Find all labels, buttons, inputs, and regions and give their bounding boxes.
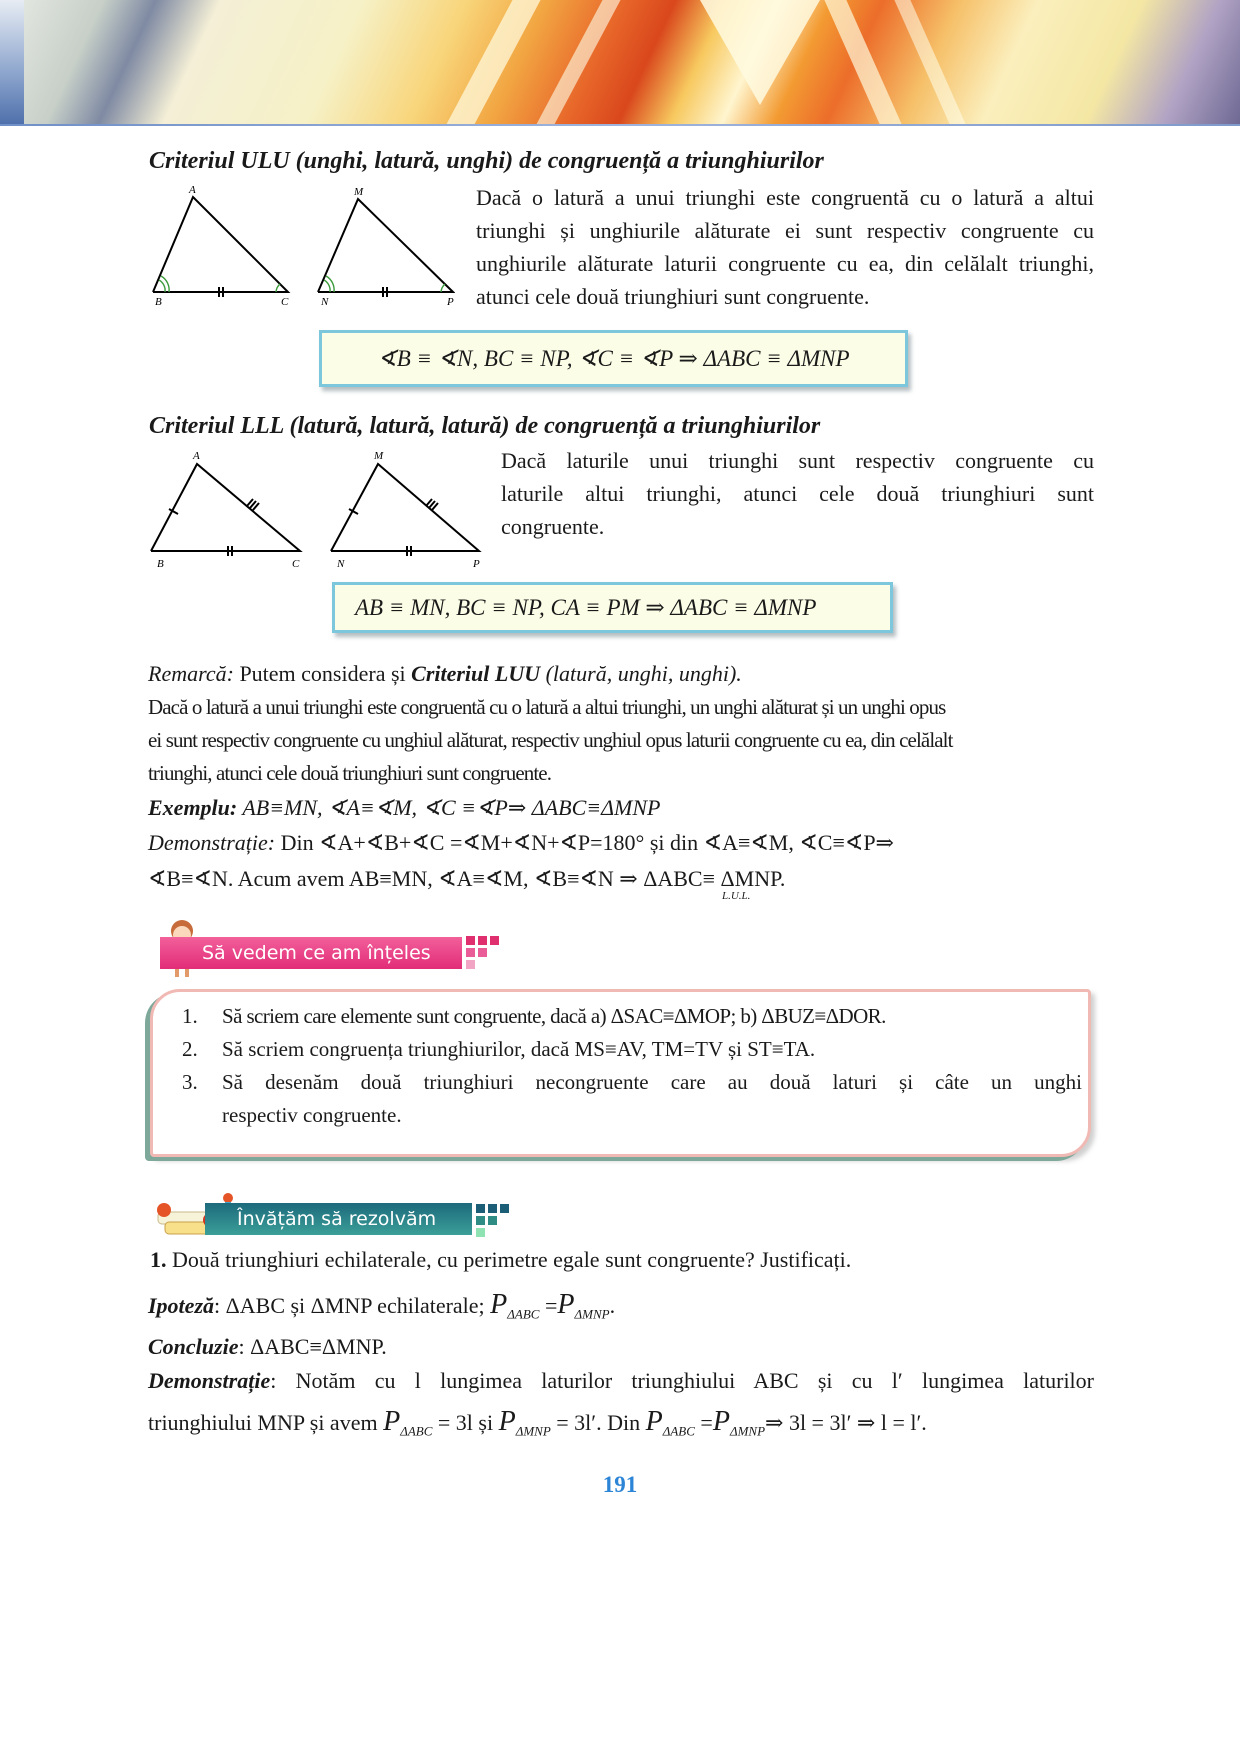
svg-text:M: M bbox=[374, 450, 384, 462]
decor-square bbox=[488, 1216, 497, 1225]
decor-square bbox=[478, 948, 487, 957]
solve-demo-label: Demonstrație bbox=[148, 1368, 271, 1393]
svg-text:A: A bbox=[193, 450, 200, 462]
ulu-description bbox=[476, 181, 1094, 313]
text-line: Dacă o latură a unui triunghi este congruentă cu o latură a altui triunghi, un unghi alăturat și un unghi opus bbox=[148, 695, 946, 719]
text-line: congruente. bbox=[501, 514, 605, 539]
svg-text:N: N bbox=[321, 296, 329, 308]
solve-demo-text: = 3l′. Din bbox=[550, 1410, 646, 1435]
demo-text: Din ∢A+∢B+∢C =∢M+∢N+∢P=180° și din ∢A≡∢M, ∢C≡∢P⇒ bbox=[275, 830, 894, 855]
perimeter-subscript: ΔMNP bbox=[574, 1306, 610, 1322]
text-line: unghiurile alăturate laturii congruente cu ea, din celălalt triunghi, bbox=[476, 251, 1094, 276]
exercise-text: Să scriem congruența triunghiurilor, dacă MS≡AV, TM=TV și ST≡TA. bbox=[222, 1037, 816, 1061]
decor-square bbox=[500, 1204, 509, 1213]
lll-description bbox=[501, 444, 1094, 543]
svg-text:B: B bbox=[157, 558, 164, 570]
understood-header bbox=[160, 937, 462, 969]
decor-square bbox=[476, 1216, 485, 1225]
lll-formula-box bbox=[332, 582, 893, 633]
banner-left-bar bbox=[0, 0, 24, 126]
example-formula: AB≡MN, ∢A≡∢M, ∢C ≡∢P⇒ ΔABC≡ΔMNP bbox=[237, 795, 661, 820]
exercises-list bbox=[182, 1000, 1082, 1132]
conclusion-text: : ΔABC≡ΔMNP. bbox=[238, 1334, 387, 1359]
lll-formula: AB ≡ MN, BC ≡ NP, CA ≡ PM ⇒ ΔABC ≡ ΔMNP bbox=[355, 594, 817, 620]
decor-square bbox=[478, 936, 487, 945]
hypothesis-text: : ΔABC și ΔMNP echilaterale; bbox=[214, 1293, 491, 1318]
exercise-number: 3. bbox=[182, 1070, 198, 1094]
perimeter-symbol: P bbox=[557, 1289, 575, 1320]
remark-criterion: Criteriul LUU bbox=[411, 661, 541, 686]
solve-demo-line1 bbox=[148, 1364, 1094, 1398]
text-line: triunghi și unghiurile alăturate ei sunt respectiv congruente cu bbox=[476, 218, 1094, 243]
understood-header-label: Să vedem ce am înțeles bbox=[202, 942, 431, 964]
text-line: laturile altui triunghi, atunci cele două triunghiuri sunt bbox=[501, 481, 1094, 506]
decor-square bbox=[488, 1204, 497, 1213]
perimeter-subscript: ΔABC bbox=[400, 1423, 433, 1439]
exercise-text: respectiv congruente. bbox=[222, 1103, 402, 1127]
exercise-item bbox=[182, 1033, 1082, 1066]
svg-text:P: P bbox=[447, 296, 454, 308]
conclusion-line bbox=[148, 1330, 387, 1364]
decor-square bbox=[466, 936, 475, 945]
text-line: Dacă o latură a unui triunghi este congruentă cu o latură a altui bbox=[476, 185, 1094, 210]
decor-square bbox=[476, 1228, 485, 1237]
decor-square bbox=[466, 948, 475, 957]
perimeter-symbol: P bbox=[645, 1406, 663, 1437]
perimeter-subscript: ΔMNP bbox=[729, 1423, 766, 1439]
ulu-triangles-figure bbox=[145, 185, 455, 310]
svg-text:M: M bbox=[354, 186, 364, 198]
exercise-item bbox=[182, 1066, 1082, 1099]
banner-stripe bbox=[417, 0, 551, 126]
solve-header-label: Învățăm să rezolvăm bbox=[237, 1208, 437, 1230]
svg-text:C: C bbox=[292, 558, 300, 570]
solve-problem bbox=[150, 1243, 851, 1277]
solve-demo-text: : Notăm cu l lungimea laturilor triunghiului ABC și cu l′ lungimea laturilor bbox=[270, 1368, 1094, 1393]
exercise-text: Să desenăm două triunghiuri necongruente care au două laturi și câte un unghi bbox=[222, 1070, 1082, 1094]
problem-number: 1. bbox=[150, 1247, 167, 1272]
perimeter-subscript: ΔABC bbox=[507, 1306, 540, 1322]
vertex-label: A bbox=[189, 185, 196, 196]
perimeter-subscript: ΔMNP bbox=[515, 1423, 551, 1439]
solve-demo-text: = 3l și bbox=[432, 1410, 499, 1435]
svg-text:B: B bbox=[155, 296, 162, 308]
solve-demo-text: ⇒ 3l = 3l′ ⇒ l = l′. bbox=[765, 1410, 927, 1435]
ulu-formula: ∢B ≡ ∢N, BC ≡ NP, ∢C ≡ ∢P ⇒ ΔABC ≡ ΔMNP bbox=[377, 345, 850, 371]
perimeter-symbol: P bbox=[383, 1406, 401, 1437]
example-line bbox=[148, 791, 660, 825]
banner-stripe bbox=[885, 0, 990, 126]
text-line: atunci cele două triunghiuri sunt congruente. bbox=[476, 284, 870, 309]
perimeter-symbol: P bbox=[712, 1406, 730, 1437]
remark-line bbox=[148, 657, 742, 691]
perimeter-subscript: ΔABC bbox=[662, 1423, 695, 1439]
exercise-text: Să scriem care elemente sunt congruente, dacă a) ΔSAC≡ΔMOP; b) ΔBUZ≡ΔDOR. bbox=[222, 1004, 886, 1028]
demo-label: Demonstrație: bbox=[148, 830, 276, 855]
exercise-item bbox=[182, 1000, 1082, 1033]
lll-triangles-figure bbox=[145, 447, 485, 572]
text-line: triunghi, atunci cele două triunghiuri sunt congruente. bbox=[148, 761, 552, 785]
solve-demo-text: triunghiului MNP și avem bbox=[148, 1410, 384, 1435]
hypothesis-line: Ipoteză: ΔABC și ΔMNP echilaterale; $P_{\Delta ABC} =P_{\Delta MNP}$. bbox=[148, 1289, 616, 1322]
conclusion-label: Concluzie bbox=[148, 1334, 239, 1359]
remark-criterion-desc: (latură, unghi, unghi). bbox=[540, 661, 742, 686]
exercise-number: 1. bbox=[182, 1004, 198, 1028]
hypothesis-label: Ipoteză bbox=[148, 1293, 214, 1318]
demo-text: ∢B≡∢N. Acum avem AB≡MN, ∢A≡∢M, ∢B≡∢N ⇒ ΔABC≡ ΔMNP. bbox=[148, 866, 786, 891]
ulu-title: Criteriul ULU (unghi, latură, unghi) de congruență a triunghiurilor bbox=[149, 148, 824, 174]
problem-text: Două triunghiuri echilaterale, cu perimetre egale sunt congruente? Justificați. bbox=[166, 1247, 852, 1272]
remark-intro: Putem considera și bbox=[233, 661, 412, 686]
remark-text bbox=[148, 691, 1094, 790]
remark-label: Remarcă: bbox=[148, 661, 234, 686]
banner-bottom-line bbox=[0, 124, 1240, 126]
text-line: Dacă laturile unui triunghi sunt respectiv congruente cu bbox=[501, 448, 1094, 473]
exercise-item bbox=[182, 1099, 1082, 1132]
ulu-formula-box bbox=[319, 330, 908, 387]
svg-text:P: P bbox=[473, 558, 480, 570]
lll-title: Criteriul LLL (latură, latură, latură) de congruență a triunghiurilor bbox=[149, 413, 821, 439]
exercise-number bbox=[182, 1099, 222, 1132]
perimeter-symbol: P bbox=[490, 1289, 508, 1320]
remark-demo-line1 bbox=[148, 826, 894, 860]
text-line: ei sunt respectiv congruente cu unghiul alăturat, respectiv unghiul opus laturii congruente cu ea, din celălalt bbox=[148, 728, 953, 752]
solve-header bbox=[205, 1203, 472, 1235]
header-banner bbox=[0, 0, 1240, 126]
solve-demo-line2: triunghiului MNP și avem $P_{\Delta ABC} = 3l$ și $P_{\Delta MNP} = 3l'$. Din $P_{\Delta ABC}$ $=P_{\Delta MNP}\Rightarrow$ 3l = 3l′ ⇒ l = l′. bbox=[148, 1406, 927, 1439]
exercise-number: 2. bbox=[182, 1037, 198, 1061]
remark-demo-line2 bbox=[148, 862, 785, 896]
banner-triangle bbox=[700, 0, 820, 105]
svg-text:N: N bbox=[337, 558, 345, 570]
example-label: Exemplu: bbox=[148, 795, 238, 820]
page-number: 191 bbox=[602, 1472, 638, 1497]
perimeter-symbol: P bbox=[498, 1406, 516, 1437]
svg-text:C: C bbox=[281, 296, 289, 308]
decor-square bbox=[466, 960, 475, 969]
decor-square bbox=[476, 1204, 485, 1213]
lul-subscript: L.U.L. bbox=[722, 890, 751, 902]
decor-square bbox=[490, 936, 499, 945]
